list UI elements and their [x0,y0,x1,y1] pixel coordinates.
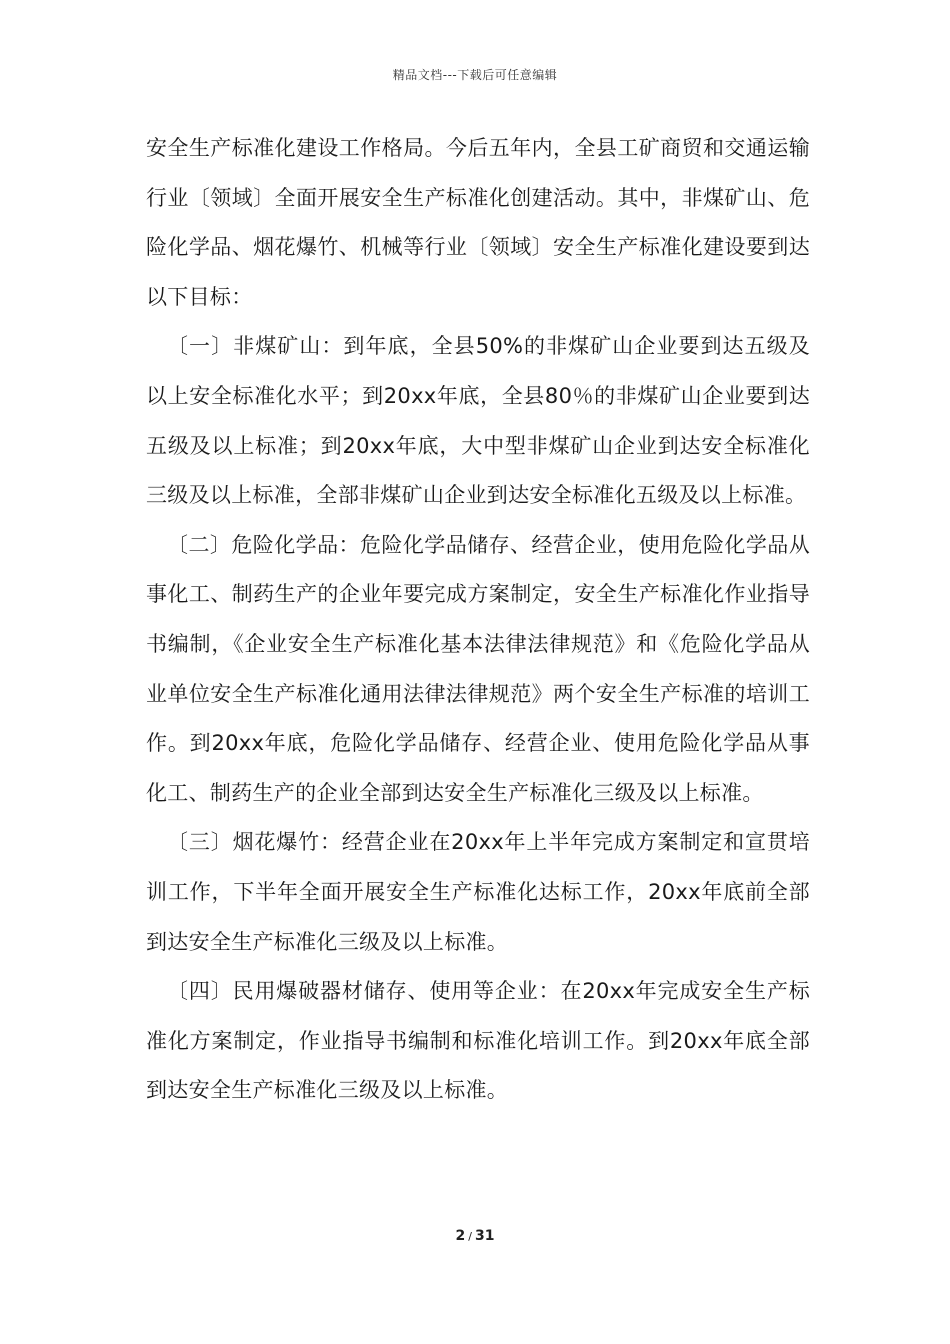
current-page-number: 2 [455,1228,466,1244]
header-text: 精品文档---下载后可任意编辑 [392,68,558,82]
page-number [0,1228,950,1244]
paragraph-civil-explosives: 〔四〕民用爆破器材储存、使用等企业：在20xx年完成安全生产标准化方案制定，作业指导书编制和标准化培训工作。到20xx年底全部到达安全生产标准化三级及以上标准。 [146,979,810,1103]
page-header [0,66,950,83]
paragraph-hazardous-chemicals: 〔二〕危险化学品：危险化学品储存、经营企业，使用危险化学品从事化工、制药生产的企业年要完成方案制定，安全生产标准化作业指导书编制，《企业安全生产标准化基本法律法律规范》和《危险化学品从业单位安全生产标准化通用法律法律规范》两个安全生产标准的培训工作。到20xx年底，危险化学品储存、经营企业、使用危险化学品从事化工、制药生产的企业全部到达安全生产标准化三级及以上标准。 [146,532,810,805]
paragraph-intro: 安全生产标准化建设工作格局。今后五年内，全县工矿商贸和交通运输行业〔领域〕全面开展安全生产标准化创建活动。其中，非煤矿山、危险化学品、烟花爆竹、机械等行业〔领域〕安全生产标准化建设要到达以下目标： [146,136,810,309]
paragraph-non-coal-mines: 〔一〕非煤矿山：到年底，全县50%的非煤矿山企业要到达五级及以上安全标准化水平；到20xx年底，全县80％的非煤矿山企业要到达五级及以上标准；到20xx年底，大中型非煤矿山企业到达安全标准化三级及以上标准，全部非煤矿山企业到达安全标准化五级及以上标准。 [146,334,810,508]
total-page-count: 31 [474,1228,495,1244]
paragraph-fireworks: 〔三〕烟花爆竹：经营企业在20xx年上半年完成方案制定和宣贯培训工作，下半年全面开展安全生产标准化达标工作，20xx年底前全部到达安全生产标准化三级及以上标准。 [146,830,810,954]
page-separator: / [468,1230,472,1243]
document-body [146,124,810,1116]
